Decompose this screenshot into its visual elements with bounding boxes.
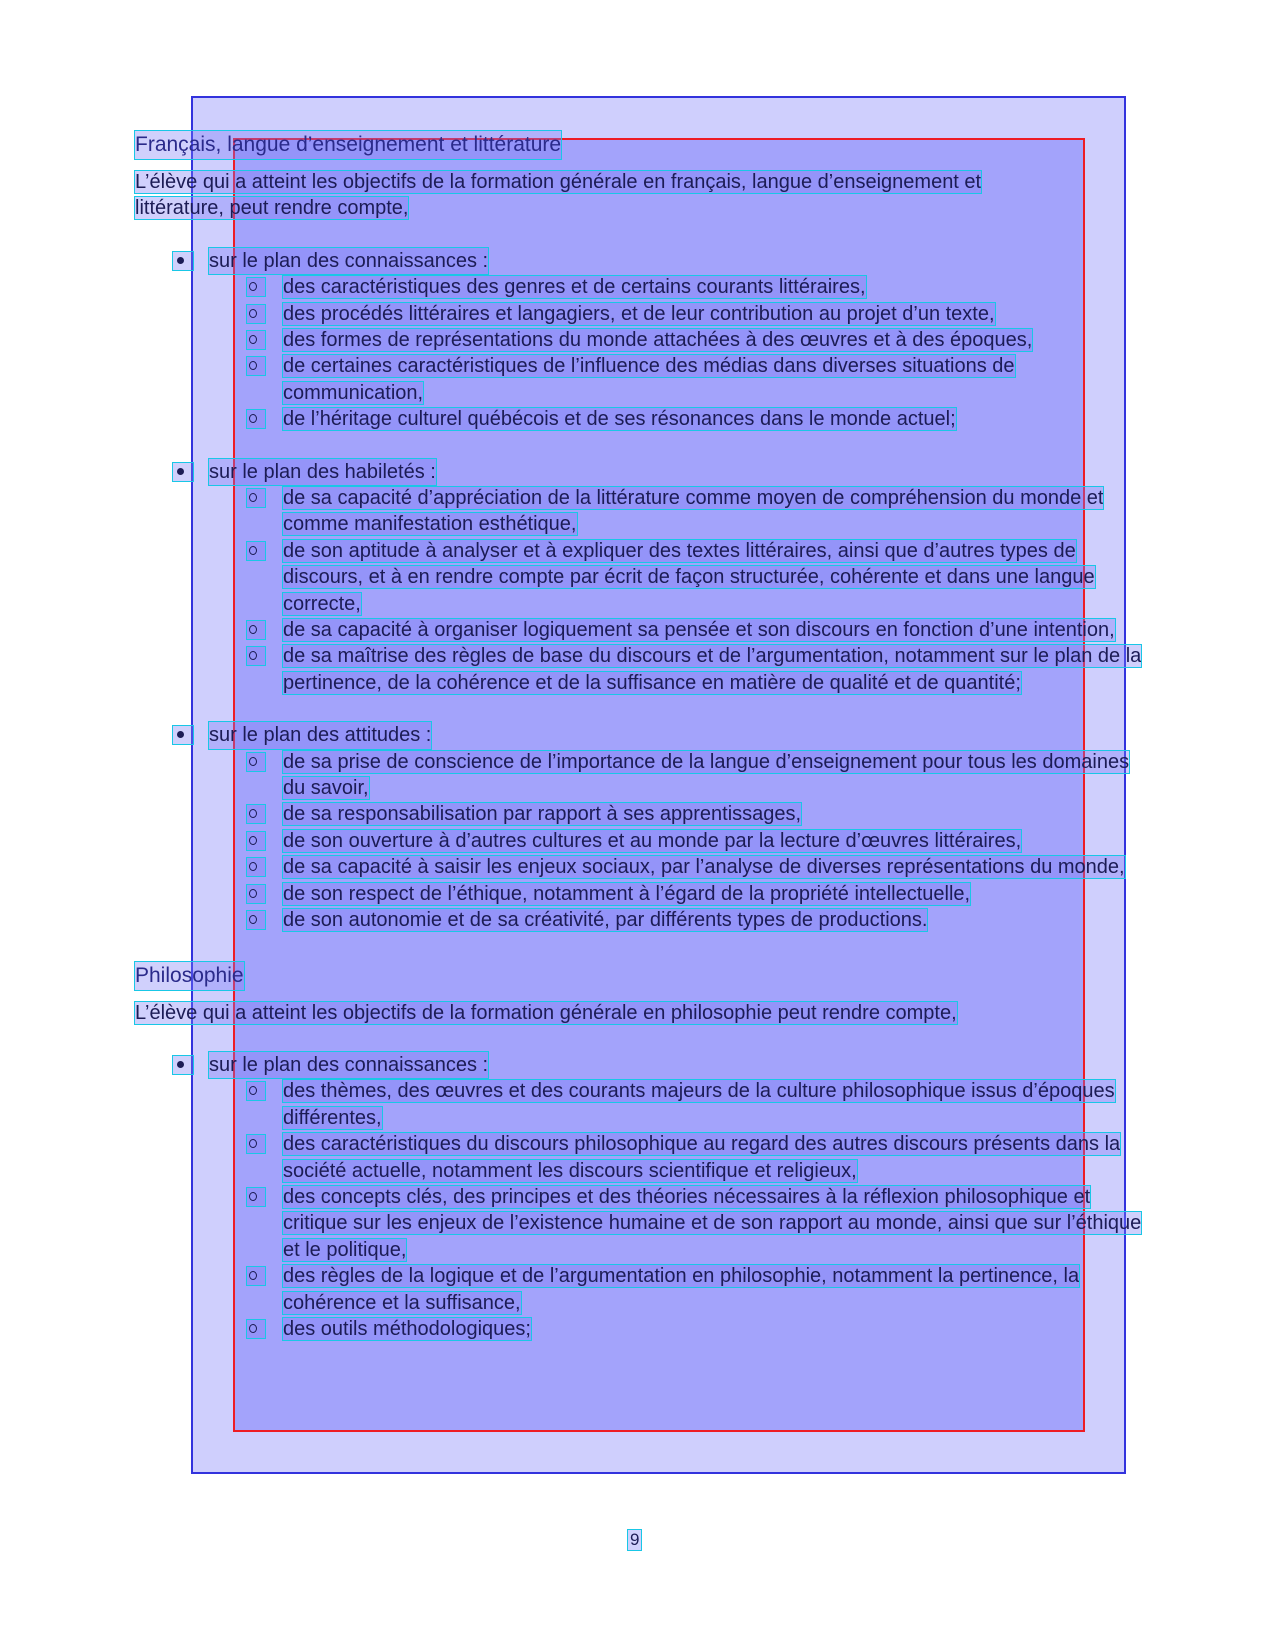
list-item-text: de son ouverture à d’autres cultures et au monde par la lecture d’œuvres littéraires, <box>283 829 1022 852</box>
circle-bullet-icon <box>247 1188 265 1206</box>
list-item-text: de sa maîtrise des règles de base du discours et de l’argumentation, notamment sur le plan de la pertinence, de la cohérence et de la suffisance en matière de qualité et de quantité; <box>283 645 1142 694</box>
list-item-text: de sa capacité à organiser logiquement sa pensée et son discours en fonction d’une intention, <box>283 619 1115 642</box>
circle-bullet-icon <box>247 753 265 771</box>
list-item <box>135 274 1145 300</box>
list-item-text: des règles de la logique et de l’argumentation en philosophie, notamment la pertinence, la cohérence et la suffisance, <box>283 1265 1080 1314</box>
list-item-text: des concepts clés, des principes et des théories nécessaires à la réflexion philosophique et critique sur les enjeux de l’existence humaine et de son rapport au monde, ainsi que sur l’éthique et le politique, <box>283 1185 1142 1261</box>
circle-bullet-icon <box>247 1082 265 1100</box>
list-heading <box>135 1052 1145 1078</box>
list-item <box>135 353 1145 406</box>
bullet-icon <box>173 252 193 270</box>
list-item <box>135 617 1145 643</box>
intro-paragraph-philosophy <box>135 1000 1145 1026</box>
list-item-text: de son respect de l’éthique, notamment à l’égard de la propriété intellectuelle, <box>283 882 971 905</box>
circle-bullet-icon <box>247 278 265 296</box>
circle-bullet-icon <box>247 1320 265 1338</box>
intro-line: littérature, peut rendre compte, <box>135 197 409 220</box>
list-item <box>135 485 1145 538</box>
page-number: 9 <box>630 1530 640 1549</box>
list-item <box>135 907 1145 933</box>
list-item <box>135 1078 1145 1131</box>
list-heading <box>135 722 1145 748</box>
list-item-text: des outils méthodologiques; <box>283 1317 531 1340</box>
list-item <box>135 1131 1145 1184</box>
circle-bullet-icon <box>247 305 265 323</box>
circle-bullet-icon <box>247 885 265 903</box>
circle-bullet-icon <box>247 805 265 823</box>
list-item-text: des procédés littéraires et langagiers, et de leur contribution au projet d’un texte, <box>283 302 995 325</box>
list-item-text: des thèmes, des œuvres et des courants majeurs de la culture philosophique issus d’époques différentes, <box>283 1080 1115 1129</box>
list-item-text: de certaines caractéristiques de l’influence des médias dans diverses situations de communication, <box>283 355 1015 404</box>
list-heading-label: sur le plan des connaissances : <box>209 1052 488 1078</box>
circle-bullet-icon <box>247 911 265 929</box>
list-item <box>135 1263 1145 1316</box>
list-item <box>135 538 1145 617</box>
list-item-text: de son aptitude à analyser et à expliquer des textes littéraires, ainsi que d’autres types de discours, et à en rendre compte par écrit de façon structurée, cohérente et dans une langue correcte, <box>283 539 1095 615</box>
list <box>135 485 1145 696</box>
list-item-text: de sa prise de conscience de l’importance de la langue d’enseignement pour tous les domaines du savoir, <box>283 750 1130 800</box>
document-content <box>135 131 1145 1342</box>
circle-bullet-icon <box>247 489 265 507</box>
list <box>135 274 1145 432</box>
circle-bullet-icon <box>247 832 265 850</box>
list-item-text: de sa capacité à saisir les enjeux sociaux, par l’analyse de diverses représentations du monde, <box>283 856 1125 879</box>
list <box>135 749 1145 934</box>
intro-paragraph-french <box>135 169 1145 222</box>
list-item <box>135 406 1145 432</box>
list-item <box>135 854 1145 880</box>
list-heading-label: sur le plan des connaissances : <box>209 248 488 274</box>
list-item-text: de l’héritage culturel québécois et de ses résonances dans le monde actuel; <box>283 408 956 431</box>
knowledge-section <box>135 248 1145 433</box>
circle-bullet-icon <box>247 410 265 428</box>
intro-line: L’élève qui a atteint les objectifs de la formation générale en français, langue d’enseignement et <box>135 171 982 193</box>
list-item <box>135 1316 1145 1342</box>
circle-bullet-icon <box>247 1267 265 1285</box>
bullet-icon <box>173 1056 193 1074</box>
list-item-text: de sa capacité d’appréciation de la littérature comme moyen de compréhension du monde et comme manifestation esthétique, <box>283 487 1104 536</box>
circle-bullet-icon <box>247 858 265 876</box>
skills-section <box>135 459 1145 697</box>
list-item <box>135 643 1145 696</box>
list-item <box>135 1184 1145 1263</box>
list-item <box>135 881 1145 907</box>
list-item-text: de sa responsabilisation par rapport à ses apprentissages, <box>283 803 802 826</box>
circle-bullet-icon <box>247 621 265 639</box>
circle-bullet-icon <box>247 357 265 375</box>
circle-bullet-icon <box>247 331 265 349</box>
section-heading-philosophy: Philosophie <box>135 962 244 990</box>
list-item-text: des formes de représentations du monde attachées à des œuvres et à des époques, <box>283 329 1033 352</box>
list-item <box>135 327 1145 353</box>
list <box>135 1078 1145 1342</box>
bullet-icon <box>173 726 193 744</box>
list-item-text: des caractéristiques du discours philosophique au regard des autres discours présents dans la société actuelle, notamment les discours scientifique et religieux, <box>283 1133 1121 1182</box>
circle-bullet-icon <box>247 1135 265 1153</box>
list-heading-label: sur le plan des attitudes : <box>209 722 431 748</box>
circle-bullet-icon <box>247 647 265 665</box>
list-item <box>135 749 1145 802</box>
list-heading-label: sur le plan des habiletés : <box>209 459 436 485</box>
intro-line: L’élève qui a atteint les objectifs de la formation générale en philosophie peut rendre compte, <box>135 1001 957 1024</box>
circle-bullet-icon <box>247 542 265 560</box>
list-heading <box>135 248 1145 274</box>
philosophy-knowledge-section <box>135 1052 1145 1342</box>
list-item <box>135 301 1145 327</box>
list-item <box>135 801 1145 827</box>
bullet-icon <box>173 463 193 481</box>
list-heading <box>135 459 1145 485</box>
list-item <box>135 828 1145 854</box>
attitudes-section <box>135 722 1145 933</box>
section-heading-french: Français, langue d’enseignement et littérature <box>135 131 561 159</box>
list-item-text: de son autonomie et de sa créativité, par différents types de productions. <box>283 909 928 932</box>
list-item-text: des caractéristiques des genres et de certains courants littéraires, <box>283 276 866 299</box>
